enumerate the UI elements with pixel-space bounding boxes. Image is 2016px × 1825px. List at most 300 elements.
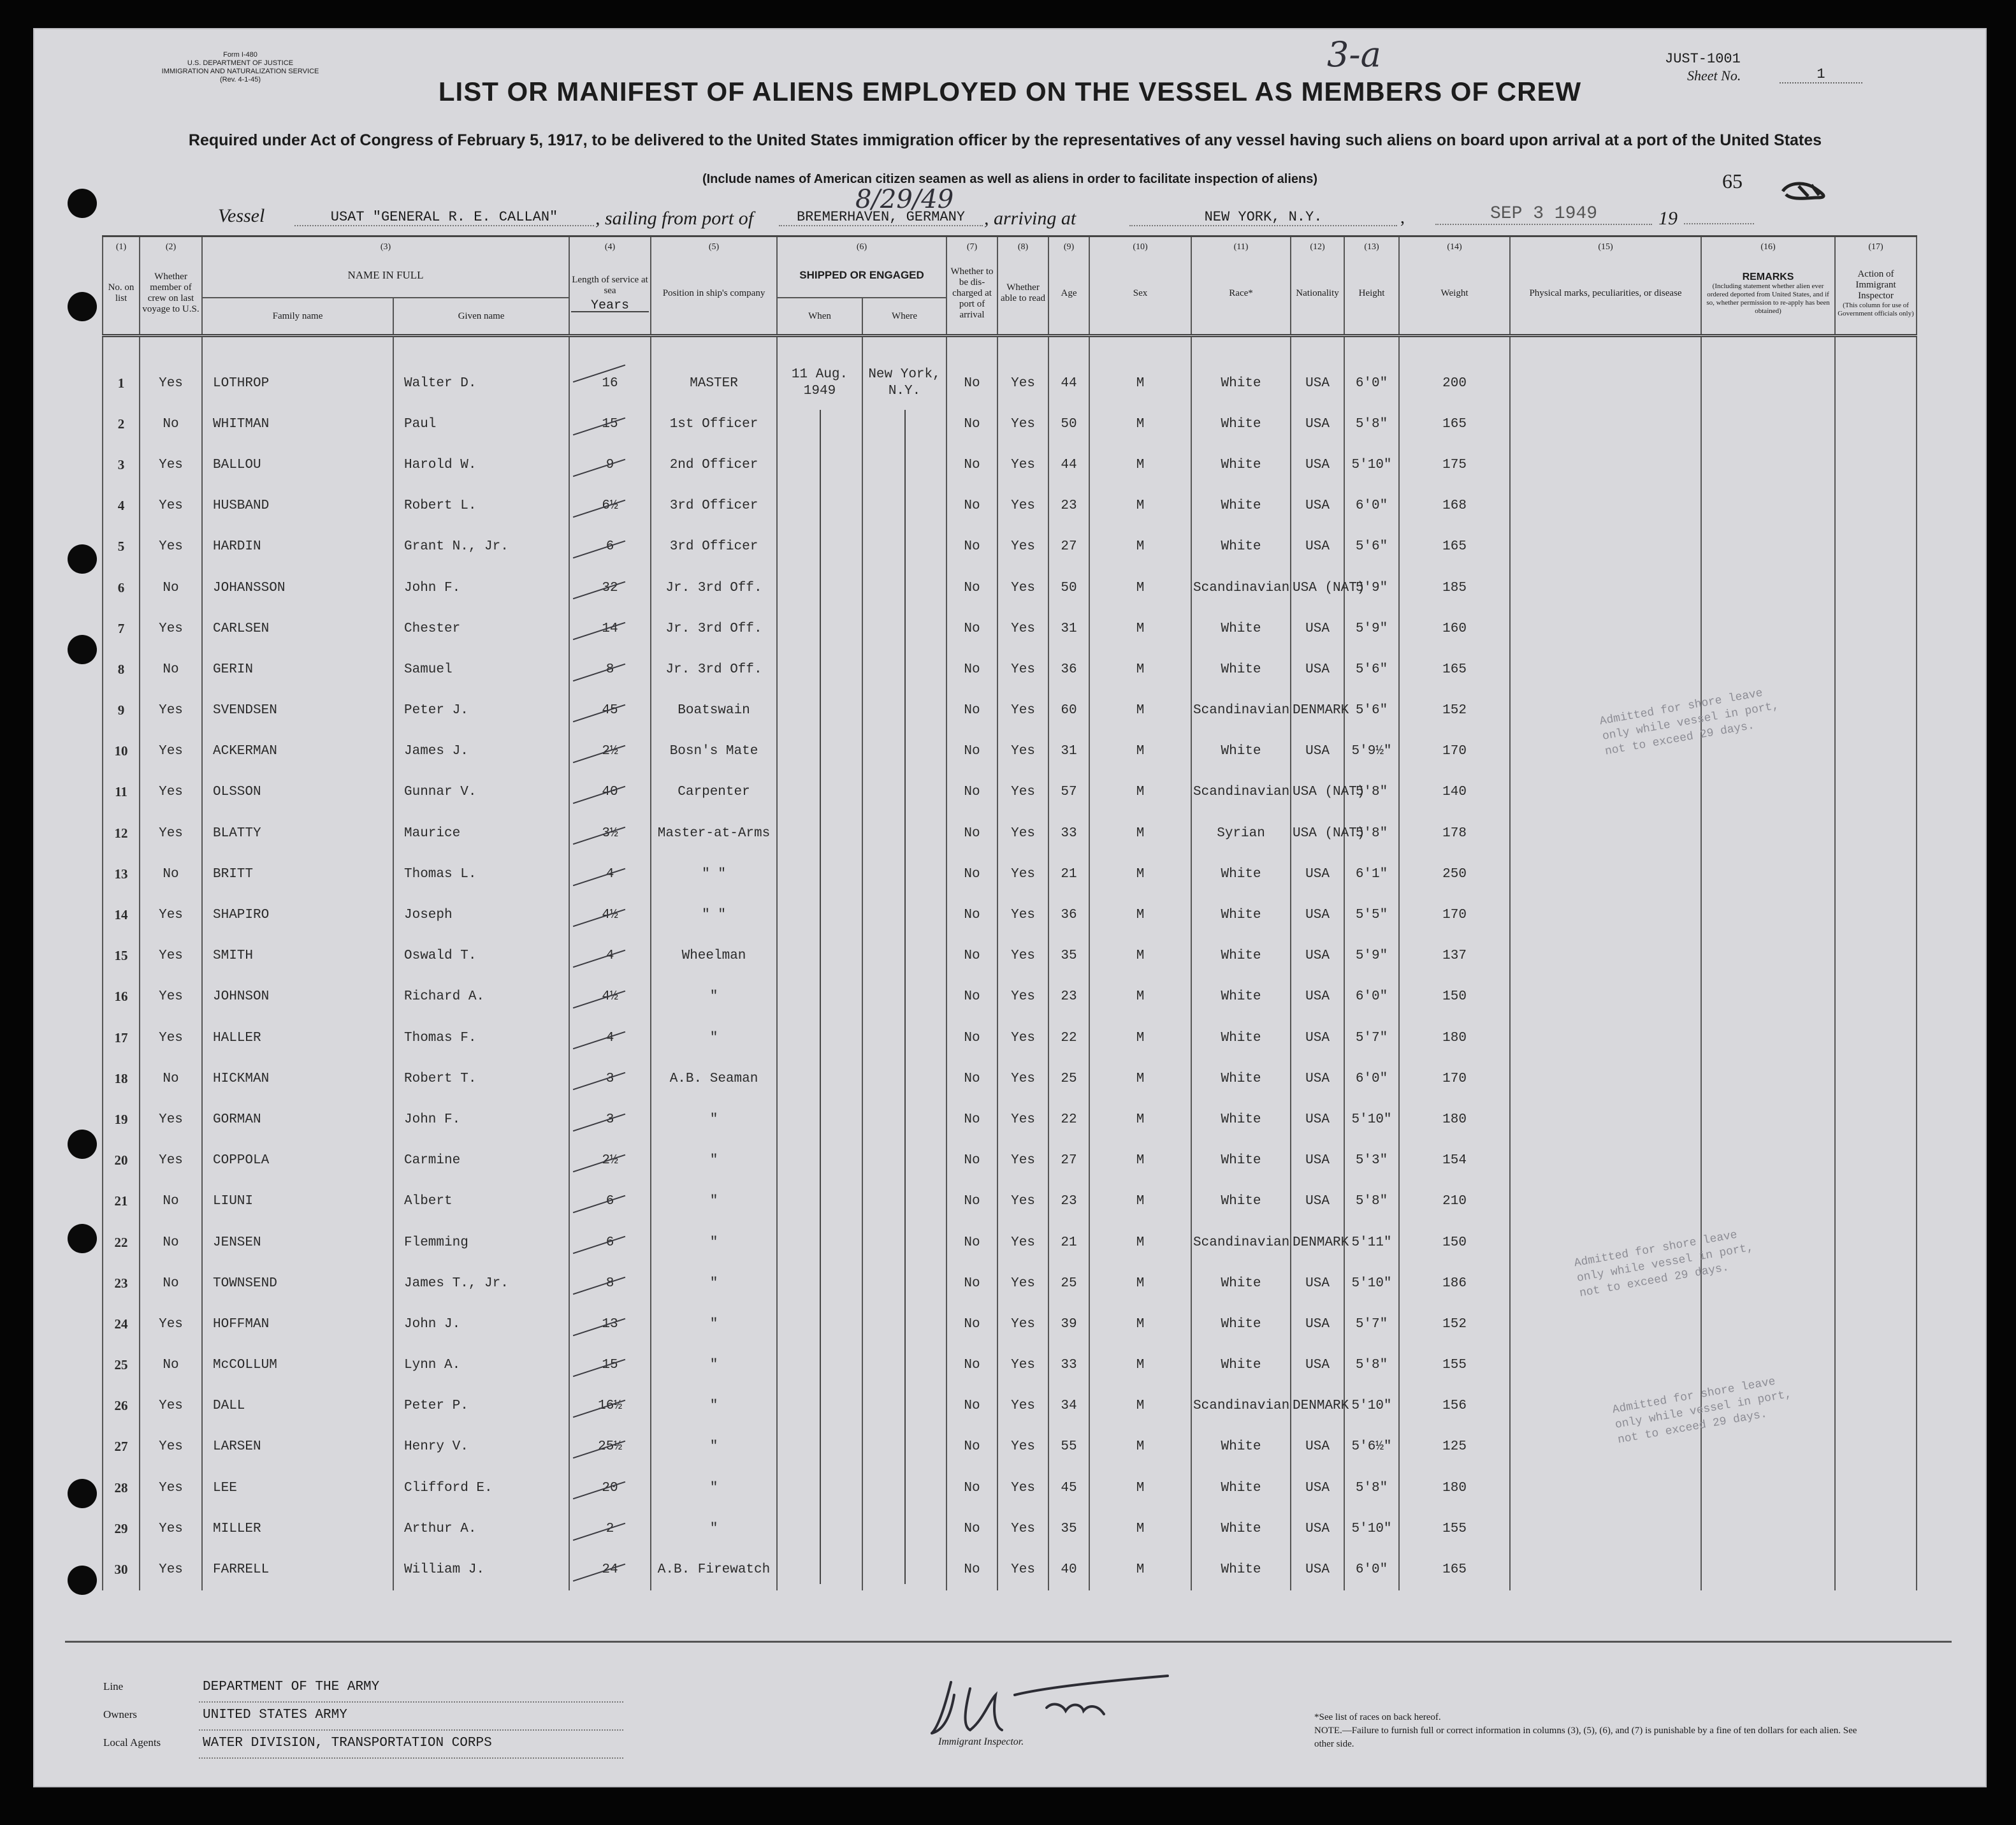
cell-remarks [1701, 1181, 1835, 1222]
cell-discharged: No [946, 894, 997, 935]
cell-inspector-action [1835, 1467, 1917, 1508]
cell-nationality: USA [1291, 1467, 1344, 1508]
cell-remarks [1701, 567, 1835, 608]
cell-age: 34 [1048, 1386, 1089, 1427]
cell-last-voyage: Yes [140, 486, 202, 527]
cell-years-at-sea: 32 [569, 567, 651, 608]
cell-family-name: BRITT [202, 854, 393, 894]
cell-able-to-read: Yes [997, 1345, 1048, 1386]
cell-physical-marks [1510, 444, 1701, 485]
cell-row-number: 22 [103, 1222, 140, 1263]
agents-label: Local Agents [103, 1736, 161, 1749]
cell-inspector-action [1835, 854, 1917, 894]
cell-nationality: USA [1291, 1549, 1344, 1590]
crew-table [102, 235, 1917, 1590]
cell-years-at-sea: 8 [569, 649, 651, 690]
punch-hole [68, 1566, 97, 1595]
cell-row-number: 21 [103, 1181, 140, 1222]
col-num: (2) [140, 236, 202, 253]
cell-race: White [1191, 527, 1291, 567]
cell-given-name: John J. [393, 1304, 569, 1344]
cell-remarks [1701, 772, 1835, 813]
cell-given-name: Peter P. [393, 1386, 569, 1427]
cell-years-at-sea: 3 [569, 1058, 651, 1099]
cell-weight: 178 [1399, 813, 1510, 854]
cell-years-at-sea: 40 [569, 772, 651, 813]
cell-inspector-action [1835, 1140, 1917, 1181]
cell-race: White [1191, 1549, 1291, 1590]
cell-row-number: 25 [103, 1345, 140, 1386]
cell-inspector-action [1835, 936, 1917, 977]
col-num: (5) [651, 236, 777, 253]
punch-hole [68, 1130, 97, 1159]
cell-height: 5'9½" [1344, 731, 1399, 772]
cell-sex: M [1089, 649, 1191, 690]
vessel-label: Vessel [218, 205, 265, 226]
cell-nationality: USA [1291, 1058, 1344, 1099]
cell-years-at-sea: 3 [569, 1099, 651, 1140]
cell-family-name: LIUNI [202, 1181, 393, 1222]
col-length-service [569, 252, 651, 336]
col-num: (14) [1399, 236, 1510, 253]
cell-family-name: TOWNSEND [202, 1263, 393, 1304]
cell-weight: 152 [1399, 690, 1510, 731]
cell-row-number: 24 [103, 1304, 140, 1344]
col-race: Race* [1191, 252, 1291, 336]
col-num: (4) [569, 236, 651, 253]
cell-physical-marks [1510, 608, 1701, 649]
cell-weight: 165 [1399, 1549, 1510, 1590]
cell-shipped-when: 11 Aug. 1949 [777, 336, 862, 404]
cell-sex: M [1089, 690, 1191, 731]
sheet-number: 1 [1780, 66, 1862, 84]
cell-nationality: USA [1291, 854, 1344, 894]
punch-hole [68, 189, 97, 218]
cell-last-voyage: No [140, 1058, 202, 1099]
cell-discharged: No [946, 1058, 997, 1099]
cell-able-to-read: Yes [997, 1140, 1048, 1181]
cell-years-at-sea: 3½ [569, 813, 651, 854]
cell-race: White [1191, 731, 1291, 772]
cell-last-voyage: Yes [140, 977, 202, 1017]
table-row [103, 1058, 1917, 1099]
cell-given-name: Peter J. [393, 690, 569, 731]
cell-race: White [1191, 486, 1291, 527]
cell-given-name: Robert L. [393, 486, 569, 527]
cell-inspector-action [1835, 567, 1917, 608]
cell-given-name: Oswald T. [393, 936, 569, 977]
table-row [103, 1467, 1917, 1508]
col-num: (6) [777, 236, 946, 253]
shore-leave-stamp: Admitted for shore leave only while vessel in port, not to exceed 29 days. [1573, 1228, 1755, 1300]
cell-sex: M [1089, 567, 1191, 608]
cell-row-number: 17 [103, 1017, 140, 1058]
cell-position: " [651, 1467, 777, 1508]
cell-inspector-action [1835, 813, 1917, 854]
cell-remarks [1701, 854, 1835, 894]
cell-physical-marks [1510, 936, 1701, 977]
cell-age: 27 [1048, 527, 1089, 567]
cell-sex: M [1089, 1427, 1191, 1467]
cell-years-at-sea: 6½ [569, 486, 651, 527]
cell-height: 6'0" [1344, 336, 1399, 404]
cell-discharged: No [946, 1467, 997, 1508]
cell-able-to-read: Yes [997, 1181, 1048, 1222]
cell-age: 22 [1048, 1017, 1089, 1058]
cell-able-to-read: Yes [997, 1263, 1048, 1304]
line-value: DEPARTMENT OF THE ARMY [199, 1673, 623, 1703]
table-row [103, 1099, 1917, 1140]
cell-family-name: CARLSEN [202, 608, 393, 649]
cell-row-number: 11 [103, 772, 140, 813]
cell-last-voyage: Yes [140, 1467, 202, 1508]
cell-weight: 137 [1399, 936, 1510, 977]
cell-years-at-sea: 45 [569, 690, 651, 731]
cell-inspector-action [1835, 1549, 1917, 1590]
cell-age: 36 [1048, 894, 1089, 935]
inspector-signature [925, 1669, 1193, 1746]
cell-years-at-sea: 6 [569, 527, 651, 567]
cell-last-voyage: Yes [140, 1140, 202, 1181]
cell-height: 5'8" [1344, 1181, 1399, 1222]
cell-discharged: No [946, 854, 997, 894]
cell-remarks [1701, 1427, 1835, 1467]
cell-physical-marks [1510, 854, 1701, 894]
cell-weight: 154 [1399, 1140, 1510, 1181]
shore-leave-stamp: Admitted for shore leave only while vessel in port, not to exceed 29 days. [1611, 1375, 1793, 1447]
cell-family-name: LARSEN [202, 1427, 393, 1467]
cell-sex: M [1089, 1263, 1191, 1304]
cell-remarks [1701, 977, 1835, 1017]
cell-position: A.B. Firewatch [651, 1549, 777, 1590]
cell-last-voyage: Yes [140, 690, 202, 731]
cell-row-number: 3 [103, 444, 140, 485]
cell-given-name: Richard A. [393, 977, 569, 1017]
shore-leave-stamp: Admitted for shore leave only while vessel in port, not to exceed 29 days. [1599, 687, 1780, 759]
table-row [103, 1549, 1917, 1590]
cell-able-to-read: Yes [997, 690, 1048, 731]
cell-given-name: William J. [393, 1549, 569, 1590]
cell-sex: M [1089, 336, 1191, 404]
cell-discharged: No [946, 772, 997, 813]
col-remarks-label: REMARKS [1742, 271, 1794, 282]
cell-race: White [1191, 977, 1291, 1017]
col-action [1835, 252, 1917, 336]
cell-last-voyage: Yes [140, 1386, 202, 1427]
cell-position: " [651, 1181, 777, 1222]
cell-inspector-action [1835, 1508, 1917, 1549]
cell-discharged: No [946, 608, 997, 649]
cell-row-number: 30 [103, 1549, 140, 1590]
footnotes [1314, 1711, 1875, 1751]
cell-weight: 168 [1399, 486, 1510, 527]
sailing-from: BREMERHAVEN, GERMANY [779, 209, 983, 226]
cell-sex: M [1089, 527, 1191, 567]
cell-age: 57 [1048, 772, 1089, 813]
cell-discharged: No [946, 1345, 997, 1386]
cell-sex: M [1089, 608, 1191, 649]
cell-last-voyage: Yes [140, 813, 202, 854]
cell-row-number: 12 [103, 813, 140, 854]
cell-weight: 160 [1399, 608, 1510, 649]
cell-physical-marks [1510, 404, 1701, 444]
cell-nationality: USA [1291, 336, 1344, 404]
cell-discharged: No [946, 813, 997, 854]
table-header [103, 236, 1917, 336]
cell-able-to-read: Yes [997, 1386, 1048, 1427]
footnote-races: *See list of races on back hereof. [1314, 1712, 1441, 1722]
cell-race: White [1191, 1467, 1291, 1508]
cell-height: 5'8" [1344, 813, 1399, 854]
cell-given-name: Paul [393, 404, 569, 444]
handwritten-top-note: 3-a [1327, 34, 1381, 75]
table-row [103, 936, 1917, 977]
cell-years-at-sea: 6 [569, 1222, 651, 1263]
cell-able-to-read: Yes [997, 731, 1048, 772]
cell-shipped-where: New York, N.Y. [862, 336, 946, 404]
cell-inspector-action [1835, 1222, 1917, 1263]
cell-years-at-sea: 6 [569, 1181, 651, 1222]
cell-last-voyage: Yes [140, 1304, 202, 1344]
cell-sex: M [1089, 1345, 1191, 1386]
cell-weight: 185 [1399, 567, 1510, 608]
cell-row-number: 8 [103, 649, 140, 690]
cell-weight: 250 [1399, 854, 1510, 894]
cell-remarks [1701, 936, 1835, 977]
cell-row-number: 4 [103, 486, 140, 527]
cell-sex: M [1089, 936, 1191, 977]
cell-race: White [1191, 894, 1291, 935]
ditto-line [820, 410, 821, 1583]
cell-given-name: Samuel [393, 649, 569, 690]
manifest-sheet: Form I-480 U.S. DEPARTMENT OF JUSTICE IMMIGRATION AND NATURALIZATION SERVICE (Rev. 4-1-45) 3-a JUST-1001 Sheet No. 1 LIST OR MANIFEST OF ALIENS EMPLOYED ON THE VESSEL AS MEMBERS OF CREW Required under Act of Congress of February 5, 1917, to be delivered to the United States immigration officer by the representatives of any vessel having such aliens on board upon arrival at a port of the United States (Include names of American citizen seamen as well as aliens in order to facilitate inspection of aliens) 65 Vessel USAT "GENERAL R. E. CALLAN" , sailing from port of BREMERHAVEN, GERMANY 8/29/49 , arriving at NEW YORK, N.Y. , SEP 3 1949 19 (1) (2) (3) (4) (5) (6) (7) (8) (9) (10) (11) (12) (13) (14) (15) (16) (17) No. on list Whether member of crew on last voyage to U.S. NAME IN FULL Length of service at sea Years Position in ship's company SHIPPED OR ENGAGED Whether to be dis-charged at port of arrival Whether able to read Age Sex Race* Nationality Height Weight Physical marks, peculiarities, or disease REMARKS (Including statement whether alien ever ordered deported from United States, and if so, whether permission to re-apply has been obtained) Action of Immigrant Inspector (This column for use of Government officials only) Family name Given name When Where 1 Yes LOTHROP Walter D. 16 MASTER 11 Aug. 1949 New York, N.Y. No Yes 44 M White USA 6'0" 200 2 No WHITMAN Paul 15 1st Officer No Yes 50 M White USA 5'8" 165 3 Yes BALLOU Harold W. 9 2nd Officer No Yes 44 M White USA 5'10" 175 4 Yes HUSBAND Robert L. 6½ 3rd Officer No Yes 23 M White USA 6'0" 168 5 Yes HARDIN Grant N., Jr. 6 3rd Officer No Yes 27 M White USA 5'6" 165 6 No JOHANSSON John F. 32 Jr. 3rd Off. No Yes 50 M Scandinavian USA (NAT) 5'9" 185 7 Yes CARLSEN Chester 14 Jr. 3rd Off. No Yes 31 M White USA 5'9" 160 8 No GERIN Samuel 8 Jr. 3rd Off. No Yes 36 M White USA 5'6" 165 9 Yes SVENDSEN Peter J. 45 Boatswain No Yes 60 M Scandinavian DENMARK 5'6" 152 10 Yes ACKERMAN James J. 2½ Bosn's Mate No Yes 31 M White USA 5'9½" 170 11 Yes OLSSON Gunnar V. 40 Carpenter No Yes 57 M Scandinavian USA (NAT) 5'8" 140 12 Yes BLATTY Maurice 3½ Master-at-Arms No Yes 33 M Syrian USA (NAT) 5'8" 178 13 No BRITT Thomas L. 4 " " No Yes 21 M White USA 6'1" 250 14 Yes SHAPIRO Joseph 4½ " " No Yes 36 M White USA 5'5" 170 15 Yes SMITH Oswald T. 4 Wheelman No Yes 35 M White USA 5'9" 137 16 Yes JOHNSON Richard A. 4½ " No Yes 23 M White USA 6'0" 150 17 Yes HALLER Thomas F. 4 " No Yes 22 M White USA 5'7" 180 18 No HICKMAN Robert T. 3 A.B. Seaman No Yes 25 M White USA 6'0" 170 19 Yes GORMAN John F. 3 " No Yes 22 M White USA 5'10" 180 20 Yes COPPOLA Carmine 2½ " No Yes 27 M White USA 5'3" 154 21 No LIUNI Albert 6 " No Yes 23 M White USA 5'8" 210 22 No JENSEN Flemming 6 " No Yes 21 M Scandinavian DENMARK 5'11" 150 23 No TOWNSEND James T., Jr. 8 " No Yes 25 M White USA 5'10" 186 24 Yes HOFFMAN John J. 13 " No Yes 39 M White USA 5'7" 152 25 No McCOLLUM Lynn A. 15 " No Yes 33 M White USA 5'8" 155 26 Yes DALL Peter P. 16½ " No Yes 34 M Scandinavian DENMARK 5'10" 156 27 Yes LARSEN Henry V. 25½ " No Yes 55 M White USA 5'6½" 125 28 Yes LEE Clifford E. 20 " No Yes 45 M White USA 5'8" 180 29 Yes MILLER Arthur A. 2 " No Yes 35 M White USA 5'10" 155 30 Yes FARRELL William J. 24 A.B. Firewatch No Yes 40 M White USA 6'0" 165 Admitted for shore leave only while vessel in port, not to exceed 29 days. Admitted for shore leave only while vessel in port, not to exceed 29 days. Admitted for shore leave only while vessel in port, not to exceed 29 days. Line DEPARTMENT OF THE ARMY Owners UNITED STATES ARMY Local Agents WATER DIVISION, TRANSPORTATION CORPS Immigrant Inspector. *See list of races on back hereof. NOTE.—Failure to furnish full or correct information in columns (3), (5), (6), and (7) is punishable by a fine of ten dollars for each alien. See other side. [33, 28, 1987, 1787]
cell-position: " [651, 1345, 777, 1386]
col-years-label: Years [571, 300, 649, 312]
cell-age: 35 [1048, 936, 1089, 977]
col-action-note: (This column for use of Government officials only) [1838, 301, 1914, 317]
cell-race: Scandinavian [1191, 690, 1291, 731]
col-height: Height [1344, 252, 1399, 336]
cell-race: White [1191, 1058, 1291, 1099]
cell-given-name: Carmine [393, 1140, 569, 1181]
cell-height: 5'6" [1344, 649, 1399, 690]
cell-able-to-read: Yes [997, 649, 1048, 690]
cell-age: 40 [1048, 1549, 1089, 1590]
cell-race: Scandinavian [1191, 1386, 1291, 1427]
agents-value: WATER DIVISION, TRANSPORTATION CORPS [199, 1729, 623, 1759]
cell-position: Wheelman [651, 936, 777, 977]
cell-race: White [1191, 1017, 1291, 1058]
cell-sex: M [1089, 977, 1191, 1017]
cell-height: 5'8" [1344, 404, 1399, 444]
cell-sex: M [1089, 1386, 1191, 1427]
cell-years-at-sea: 4½ [569, 894, 651, 935]
form-number: JUST-1001 [1665, 51, 1741, 67]
cell-given-name: Gunnar V. [393, 772, 569, 813]
cell-row-number: 9 [103, 690, 140, 731]
col-no-on-list: No. on list [103, 252, 140, 336]
cell-discharged: No [946, 977, 997, 1017]
cell-race: White [1191, 1304, 1291, 1344]
cell-discharged: No [946, 1386, 997, 1427]
cell-height: 5'8" [1344, 1467, 1399, 1508]
cell-position: Carpenter [651, 772, 777, 813]
col-able-to-read: Whether able to read [997, 252, 1048, 336]
cell-discharged: No [946, 1181, 997, 1222]
cell-height: 6'0" [1344, 977, 1399, 1017]
cell-last-voyage: No [140, 1222, 202, 1263]
cell-weight: 170 [1399, 731, 1510, 772]
cell-years-at-sea: 2½ [569, 1140, 651, 1181]
cell-weight: 150 [1399, 977, 1510, 1017]
cell-race: White [1191, 1427, 1291, 1467]
cell-height: 6'0" [1344, 486, 1399, 527]
cell-remarks [1701, 894, 1835, 935]
cell-inspector-action [1835, 1345, 1917, 1386]
col-num: (11) [1191, 236, 1291, 253]
cell-sex: M [1089, 894, 1191, 935]
cell-nationality: USA [1291, 936, 1344, 977]
cell-position: " [651, 1017, 777, 1058]
cell-height: 5'6½" [1344, 1427, 1399, 1467]
cell-discharged: No [946, 1304, 997, 1344]
cell-discharged: No [946, 1222, 997, 1263]
cell-years-at-sea: 24 [569, 1549, 651, 1590]
cell-row-number: 7 [103, 608, 140, 649]
cell-remarks [1701, 1017, 1835, 1058]
cell-last-voyage: No [140, 649, 202, 690]
cell-nationality: DENMARK [1291, 1386, 1344, 1427]
cell-weight: 125 [1399, 1427, 1510, 1467]
col-num: (7) [946, 236, 997, 253]
cell-able-to-read: Yes [997, 936, 1048, 977]
owners-value: UNITED STATES ARMY [199, 1701, 623, 1731]
cell-family-name: SHAPIRO [202, 894, 393, 935]
cell-age: 21 [1048, 1222, 1089, 1263]
cell-weight: 155 [1399, 1508, 1510, 1549]
cell-years-at-sea: 4 [569, 936, 651, 977]
cell-family-name: HOFFMAN [202, 1304, 393, 1344]
cell-position: " " [651, 894, 777, 935]
cell-age: 31 [1048, 731, 1089, 772]
cell-last-voyage: No [140, 1181, 202, 1222]
cell-given-name: Henry V. [393, 1427, 569, 1467]
cell-weight: 170 [1399, 1058, 1510, 1099]
form-meta-line: (Rev. 4-1-45) [220, 76, 261, 84]
cell-physical-marks [1510, 1181, 1701, 1222]
cell-discharged: No [946, 1140, 997, 1181]
cell-row-number: 27 [103, 1427, 140, 1467]
cell-position: " [651, 1222, 777, 1263]
cell-height: 5'9" [1344, 936, 1399, 977]
col-where: Where [862, 298, 946, 336]
cell-nationality: USA [1291, 894, 1344, 935]
cell-height: 5'10" [1344, 1386, 1399, 1427]
cell-position: 1st Officer [651, 404, 777, 444]
cell-given-name: Maurice [393, 813, 569, 854]
cell-able-to-read: Yes [997, 1222, 1048, 1263]
cell-inspector-action [1835, 772, 1917, 813]
cell-years-at-sea: 15 [569, 404, 651, 444]
cell-height: 5'5" [1344, 894, 1399, 935]
cell-given-name: Robert T. [393, 1058, 569, 1099]
cell-years-at-sea: 9 [569, 444, 651, 485]
cell-sex: M [1089, 854, 1191, 894]
table-row [103, 608, 1917, 649]
cell-weight: 156 [1399, 1386, 1510, 1427]
cell-position: " [651, 1386, 777, 1427]
cell-able-to-read: Yes [997, 486, 1048, 527]
table-row [103, 1017, 1917, 1058]
col-given-name: Given name [393, 298, 569, 336]
cell-age: 31 [1048, 608, 1089, 649]
cell-age: 27 [1048, 1140, 1089, 1181]
cell-inspector-action [1835, 977, 1917, 1017]
cell-physical-marks [1510, 1058, 1701, 1099]
cell-years-at-sea: 2 [569, 1508, 651, 1549]
cell-family-name: OLSSON [202, 772, 393, 813]
cell-age: 39 [1048, 1304, 1089, 1344]
cell-family-name: HARDIN [202, 527, 393, 567]
table-row [103, 772, 1917, 813]
cell-row-number: 26 [103, 1386, 140, 1427]
cell-age: 55 [1048, 1427, 1089, 1467]
col-num: (8) [997, 236, 1048, 253]
cell-remarks [1701, 1508, 1835, 1549]
cell-remarks [1701, 527, 1835, 567]
table-row [103, 1140, 1917, 1181]
cell-inspector-action [1835, 444, 1917, 485]
cell-inspector-action [1835, 336, 1917, 404]
cell-inspector-action [1835, 1058, 1917, 1099]
cell-age: 23 [1048, 977, 1089, 1017]
col-age: Age [1048, 252, 1089, 336]
cell-height: 5'9" [1344, 567, 1399, 608]
cell-row-number: 13 [103, 854, 140, 894]
cell-physical-marks [1510, 772, 1701, 813]
cell-family-name: ACKERMAN [202, 731, 393, 772]
cell-sex: M [1089, 1467, 1191, 1508]
cell-age: 60 [1048, 690, 1089, 731]
cell-years-at-sea: 14 [569, 608, 651, 649]
year-label: 19 [1658, 208, 1678, 229]
table-row [103, 977, 1917, 1017]
table-row [103, 813, 1917, 854]
inspector-label: Immigrant Inspector. [938, 1736, 1024, 1747]
line-label: Line [103, 1680, 124, 1692]
col-sex: Sex [1089, 252, 1191, 336]
table-row [103, 1345, 1917, 1386]
cell-able-to-read: Yes [997, 444, 1048, 485]
cell-age: 23 [1048, 1181, 1089, 1222]
table-row [103, 486, 1917, 527]
table-row [103, 567, 1917, 608]
cell-discharged: No [946, 336, 997, 404]
cell-inspector-action [1835, 486, 1917, 527]
cell-last-voyage: No [140, 1263, 202, 1304]
cell-position: " [651, 977, 777, 1017]
scribble-mark [1780, 178, 1831, 204]
cell-years-at-sea: 8 [569, 1263, 651, 1304]
col-member-last-voyage: Whether member of crew on last voyage to U.S. [140, 252, 202, 336]
cell-weight: 170 [1399, 894, 1510, 935]
owners-label: Owners [103, 1708, 137, 1720]
col-nationality: Nationality [1291, 252, 1344, 336]
col-position: Position in ship's company [651, 252, 777, 336]
form-meta-line: IMMIGRATION AND NATURALIZATION SERVICE [161, 68, 319, 75]
cell-weight: 152 [1399, 1304, 1510, 1344]
cell-family-name: SMITH [202, 936, 393, 977]
